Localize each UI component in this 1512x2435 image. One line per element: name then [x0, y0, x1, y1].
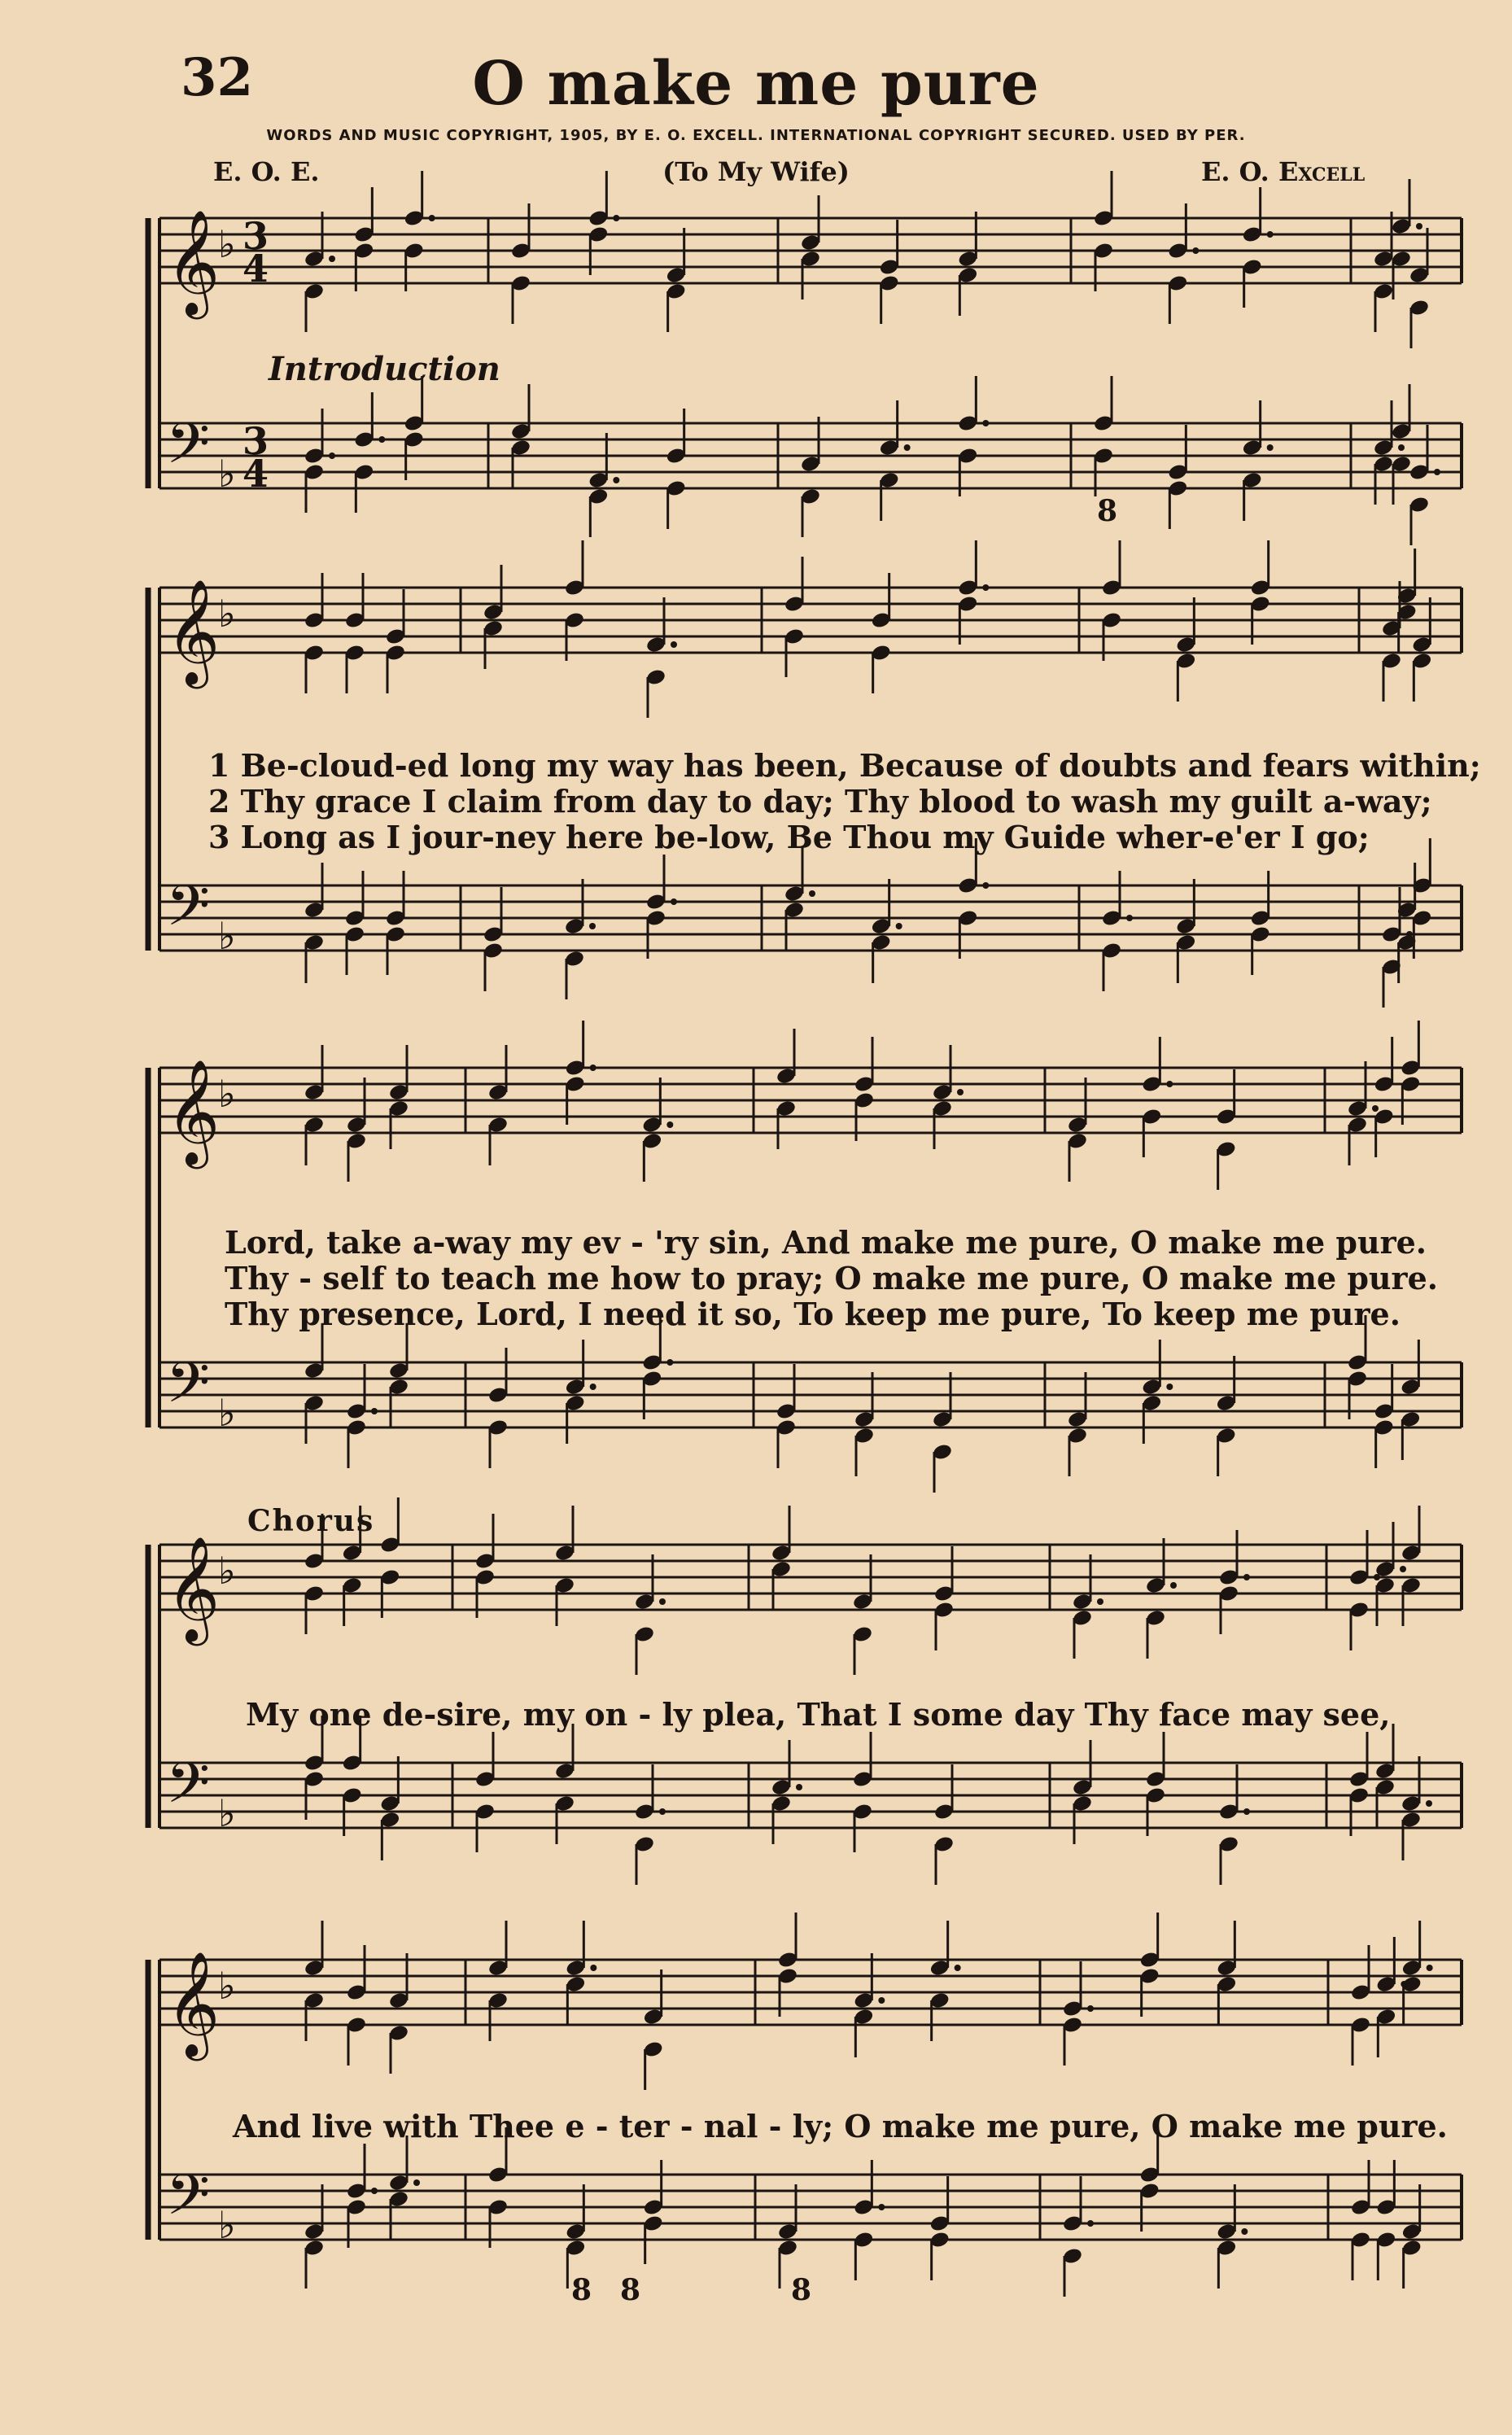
- svg-text:3: 3: [243, 419, 269, 463]
- verse-3-line-1: 3 Long as I jour-ney here be-low, Be Thou my Guide wher-e'er I go;: [208, 819, 1370, 855]
- verse-1-line-1: 1 Be-cloud-ed long my way has been, Because of doubts and fears within;: [208, 747, 1481, 784]
- svg-text:♭: ♭: [218, 222, 236, 266]
- chorus-line-1: My one de-sire, my on - ly plea, That I some day Thy face may see,: [246, 1696, 1391, 1733]
- chorus-label: Chorus: [247, 1504, 375, 1538]
- svg-text:𝄞: 𝄞: [166, 209, 221, 315]
- music-credit: E. O. Excell: [1201, 156, 1366, 187]
- svg-text:𝄞: 𝄞: [166, 1536, 221, 1642]
- verse-3-line-2: Thy presence, Lord, I need it so, To keep me pure, To keep me pure.: [225, 1296, 1401, 1332]
- hymn-title: O make me pure: [472, 49, 1040, 119]
- svg-text:♭: ♭: [218, 1072, 236, 1116]
- copyright-notice: WORDS AND MUSIC COPYRIGHT, 1905, BY E. O. EXCELL. INTERNATIONAL COPYRIGHT SECURED. USED BY PER.: [266, 127, 1246, 144]
- chorus-line-2: And live with Thee e - ter - nal - ly; O make me pure, O make me pure.: [233, 2108, 1448, 2144]
- verse-2-line-1: 2 Thy grace I claim from day to day; Thy blood to wash my guilt a-way;: [208, 783, 1432, 820]
- page-number: 32: [181, 47, 254, 108]
- svg-text:4: 4: [243, 452, 269, 496]
- fingering-mark: 8: [791, 2273, 812, 2307]
- introduction-label: Introduction: [269, 350, 500, 388]
- dedication: (To My Wife): [662, 156, 850, 187]
- fingering-mark: 8: [620, 2273, 641, 2307]
- svg-text:♭: ♭: [218, 1791, 236, 1835]
- fingering-mark: 8: [1097, 494, 1118, 528]
- fingering-mark: 8: [571, 2273, 592, 2307]
- svg-text:♭: ♭: [218, 914, 236, 958]
- svg-text:♭: ♭: [218, 592, 236, 636]
- svg-text:𝄞: 𝄞: [166, 579, 221, 684]
- svg-text:𝄞: 𝄞: [166, 1951, 221, 2057]
- svg-text:♭: ♭: [218, 1391, 236, 1435]
- svg-text:𝄢: 𝄢: [166, 1349, 211, 1429]
- verse-2-line-2: Thy - self to teach me how to pray; O make me pure, O make me pure.: [225, 1260, 1438, 1296]
- svg-text:𝄢: 𝄢: [166, 872, 211, 952]
- svg-text:𝄞: 𝄞: [166, 1059, 221, 1165]
- svg-text:♭: ♭: [218, 452, 236, 496]
- svg-text:𝄢: 𝄢: [166, 410, 211, 490]
- svg-text:♭: ♭: [218, 2203, 236, 2247]
- verse-1-line-2: Lord, take a-way my ev - 'ry sin, And make me pure, O make me pure.: [225, 1224, 1427, 1261]
- svg-text:♭: ♭: [218, 1964, 236, 2008]
- svg-text:♭: ♭: [218, 1549, 236, 1593]
- svg-text:4: 4: [243, 247, 269, 291]
- svg-text:3: 3: [243, 214, 269, 258]
- svg-text:𝄢: 𝄢: [166, 1750, 211, 1830]
- svg-text:𝄢: 𝄢: [166, 2162, 211, 2241]
- words-credit: E. O. E.: [213, 156, 320, 187]
